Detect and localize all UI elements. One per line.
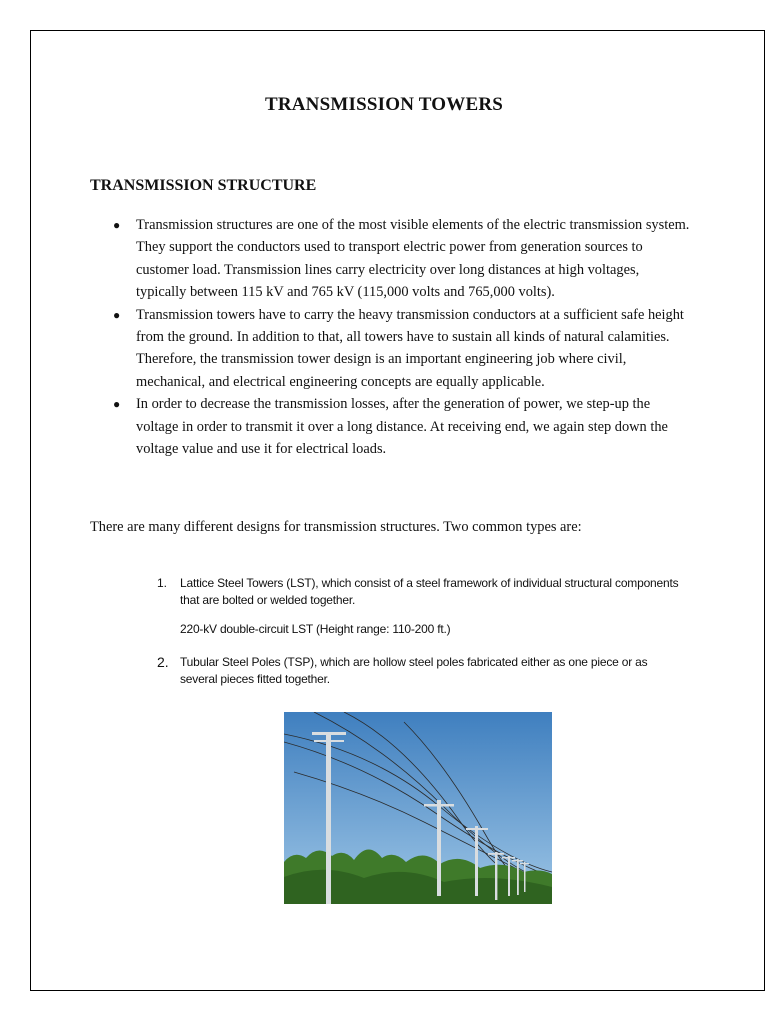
bullet-text: Transmission structures are one of the most visible elements of the electric transmission system. They support the conductors used to transport electric power from generation sources to customer load. Transmission lines carry electricity over long distances at high voltages, typically between 115 kV and 765 kV (115,000 volts and 765,000 volts). [136, 217, 690, 301]
types-list [155, 575, 685, 688]
bullet-dot-icon: ● [113, 218, 121, 232]
crossarm [488, 853, 504, 855]
crossarm [512, 860, 523, 861]
list-item [155, 575, 685, 638]
bullet-text: Transmission towers have to carry the heavy transmission conductors at a sufficient safe height from the ground. In addition to that, all towers have to sustain all kinds of natural calamities. Therefore, the transmission tower design is an important engineering job where civil, mechanical, and electrical engineering concepts are equally applicable. [136, 306, 684, 390]
pole [495, 852, 497, 900]
crossarm [312, 732, 346, 735]
list-item [90, 214, 690, 304]
intro-paragraph: There are many different designs for transmission structures. Two common types are: [90, 519, 582, 535]
pole [517, 859, 519, 895]
list-item [155, 654, 685, 688]
bullet-dot-icon: ● [113, 397, 121, 412]
transmission-poles-photo [284, 712, 552, 904]
list-item [90, 393, 690, 460]
document-title: TRANSMISSION TOWERS [264, 94, 504, 115]
crossarm [466, 828, 488, 830]
item-note: 220-kV double-circuit LST (Height range: 110-200 ft.) [180, 622, 451, 636]
crossarm [314, 740, 344, 742]
crossarm [520, 863, 529, 864]
bullet-dot-icon: ● [113, 307, 121, 322]
section-heading: TRANSMISSION STRUCTURE [90, 177, 317, 194]
item-text: Tubular Steel Poles (TSP), which are hollow steel poles fabricated either as one piece or as several pieces fitted together. [180, 655, 648, 686]
pole [475, 826, 478, 896]
item-number: 1. [157, 576, 168, 590]
item-number: 2. [157, 654, 169, 670]
bullet-text: In order to decrease the transmission losses, after the generation of power, we step-up the voltage in order to transmit it over a long distance. At receiving end, we again step down the voltage value and use it for electrical loads. [136, 396, 668, 458]
bullet-list [90, 214, 690, 460]
item-text: Lattice Steel Towers (LST), which consist of a steel framework of individual structural components that are bolted or welded together. [180, 576, 679, 607]
crossarm [424, 804, 454, 807]
list-item [90, 304, 690, 394]
crossarm [502, 857, 515, 859]
pole [524, 862, 526, 892]
pole [508, 856, 510, 896]
pole [437, 800, 441, 896]
pole [326, 732, 331, 904]
